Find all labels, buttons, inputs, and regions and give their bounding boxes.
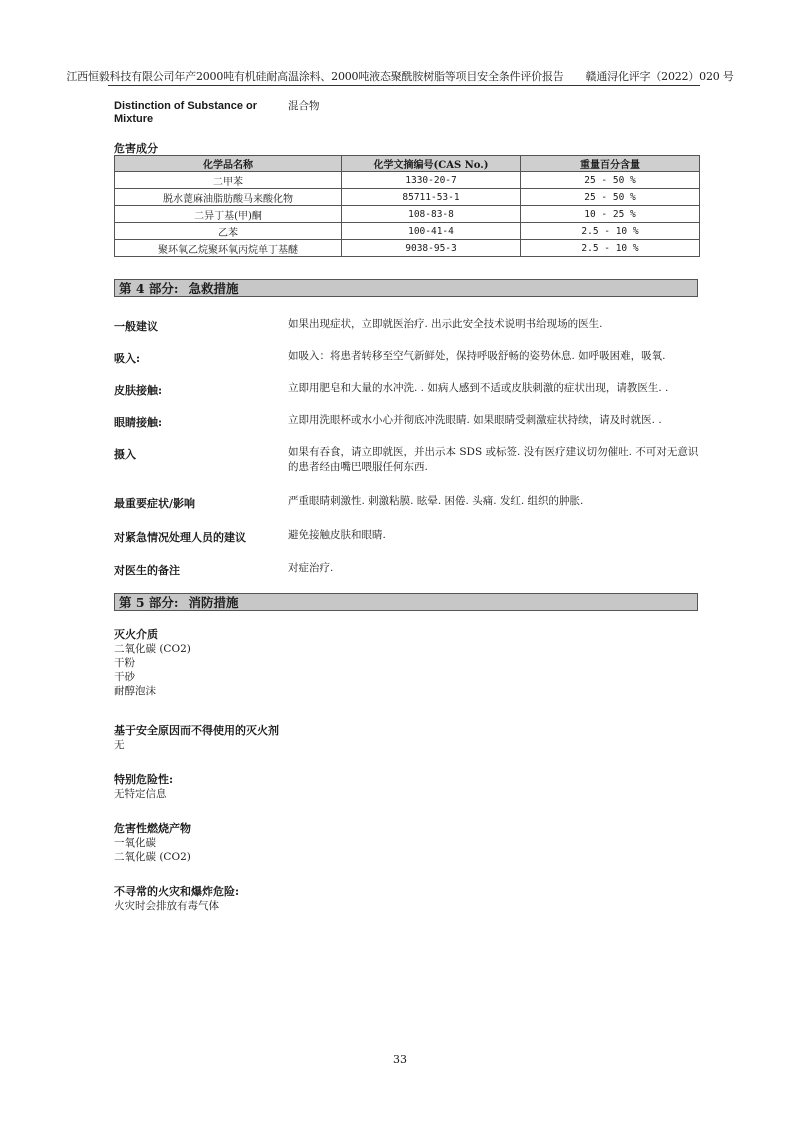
- block-line: 二氧化碳 (CO2): [114, 643, 191, 655]
- cell-cas: 9038-95-3: [342, 240, 521, 257]
- block-line: 一氧化碳: [114, 837, 156, 849]
- section-4-title: 急救措施: [188, 281, 239, 296]
- block-line: 二氧化碳 (CO2): [114, 851, 191, 863]
- combustion-products-block: [114, 822, 191, 864]
- cell-pct: 2.5 - 10 %: [521, 240, 700, 257]
- hazard-table-header: [115, 156, 700, 172]
- first-aid-text: 如果有吞食，请立即就医，并出示本 SDS 或标签. 没有医疗建议切勿催吐. 不可对无意识的患者经由嘴巴喂服任何东西.: [288, 446, 699, 473]
- block-heading: 不寻常的火灾和爆炸危险:: [114, 885, 240, 898]
- first-aid-label: 对紧急情况处理人员的建议: [114, 531, 246, 544]
- distinction-label-line1: Distinction of Substance or: [114, 100, 258, 112]
- distinction-label-line2: Mixture: [114, 113, 154, 125]
- unsuitable-media-block: [114, 724, 279, 752]
- hazard-table: [114, 155, 700, 257]
- table-row: [115, 172, 700, 189]
- cell-pct: 25 - 50 %: [521, 189, 700, 206]
- table-row: [115, 189, 700, 206]
- first-aid-label: 最重要症状/影响: [114, 497, 196, 510]
- first-aid-label: 眼睛接触:: [114, 416, 163, 429]
- section-5-number: 第 5 部分:: [119, 595, 179, 610]
- distinction-value: 混合物: [288, 100, 320, 112]
- cell-cas: 108-83-8: [342, 206, 521, 223]
- block-heading: 基于安全原因而不得使用的灭火剂: [114, 724, 279, 737]
- first-aid-text: 对症治疗.: [288, 562, 334, 574]
- block-heading: 特别危险性:: [114, 773, 174, 786]
- section-4-header: [114, 279, 698, 297]
- col-name: 化学品名称: [115, 156, 342, 172]
- first-aid-label: 摄入: [114, 448, 136, 461]
- first-aid-label: 吸入:: [114, 352, 141, 365]
- cell-pct: 25 - 50 %: [521, 172, 700, 189]
- page-number: 33: [393, 1053, 407, 1066]
- block-heading: 危害性燃烧产物: [114, 822, 191, 835]
- col-cas: 化学文摘编号(CAS No.): [342, 156, 521, 172]
- first-aid-text: 立即用洗眼杯或水小心并彻底冲洗眼睛. 如果眼睛受刺激症状持续，请及时就医. .: [288, 414, 662, 426]
- first-aid-label: 一般建议: [114, 320, 158, 333]
- cell-cas: 1330-20-7: [342, 172, 521, 189]
- cell-name: 聚环氧乙烷聚环氧丙烷单丁基醚: [115, 240, 342, 257]
- block-line: 干砂: [114, 671, 135, 683]
- cell-name: 脱水蓖麻油脂肪酸马来酸化物: [115, 189, 342, 206]
- first-aid-text: 避免接触皮肤和眼睛.: [288, 529, 386, 541]
- extinguishing-media-block: [114, 628, 191, 698]
- header-rule: [108, 85, 700, 86]
- special-hazards-block: [114, 773, 173, 801]
- first-aid-label: 皮肤接触:: [114, 384, 163, 397]
- block-heading: 灭火介质: [114, 628, 158, 641]
- block-line: 无: [114, 739, 125, 751]
- report-code: 赣通浔化评字（2022）020 号: [585, 70, 734, 83]
- cell-name: 二异丁基(甲)酮: [115, 206, 342, 223]
- section-4-number: 第 4 部分:: [119, 281, 179, 296]
- first-aid-text: 如吸入：将患者转移至空气新鲜处，保持呼吸舒畅的姿势休息. 如呼吸困难，吸氧.: [288, 350, 666, 362]
- report-title: 江西恒毅科技有限公司年产2000吨有机硅耐高温涂料、2000吨液态聚酰胺树脂等项目安全条件评价报告: [66, 70, 564, 83]
- first-aid-text: 立即用肥皂和大量的水冲洗. . 如病人感到不适或皮肤刺激的症状出现，请教医生. .: [288, 382, 669, 394]
- page-header: [0, 68, 800, 84]
- first-aid-text: 如果出现症状，立即就医治疗. 出示此安全技术说明书给现场的医生.: [288, 318, 603, 330]
- cell-cas: 85711-53-1: [342, 189, 521, 206]
- table-row: [115, 240, 700, 257]
- section-5-header: [114, 593, 698, 611]
- cell-cas: 100-41-4: [342, 223, 521, 240]
- table-row: [115, 223, 700, 240]
- cell-pct: 10 - 25 %: [521, 206, 700, 223]
- table-row: [115, 206, 700, 223]
- block-line: 无特定信息: [114, 788, 167, 800]
- cell-name: 乙苯: [115, 223, 342, 240]
- distinction-label: [114, 100, 257, 126]
- first-aid-label: 对医生的备注: [114, 564, 180, 577]
- first-aid-text: 严重眼睛刺激性. 刺激粘膜. 眩晕. 困倦. 头痛. 发红. 组织的肿胀.: [288, 495, 584, 507]
- block-line: 干粉: [114, 657, 135, 669]
- col-pct: 重量百分含量: [521, 156, 700, 172]
- cell-name: 二甲苯: [115, 172, 342, 189]
- block-line: 耐醇泡沫: [114, 685, 156, 697]
- cell-pct: 2.5 - 10 %: [521, 223, 700, 240]
- unusual-hazards-block: [114, 885, 239, 913]
- hazard-title: 危害成分: [114, 142, 158, 155]
- block-line: 火灾时会排放有毒气体: [114, 900, 219, 912]
- section-5-title: 消防措施: [188, 595, 239, 610]
